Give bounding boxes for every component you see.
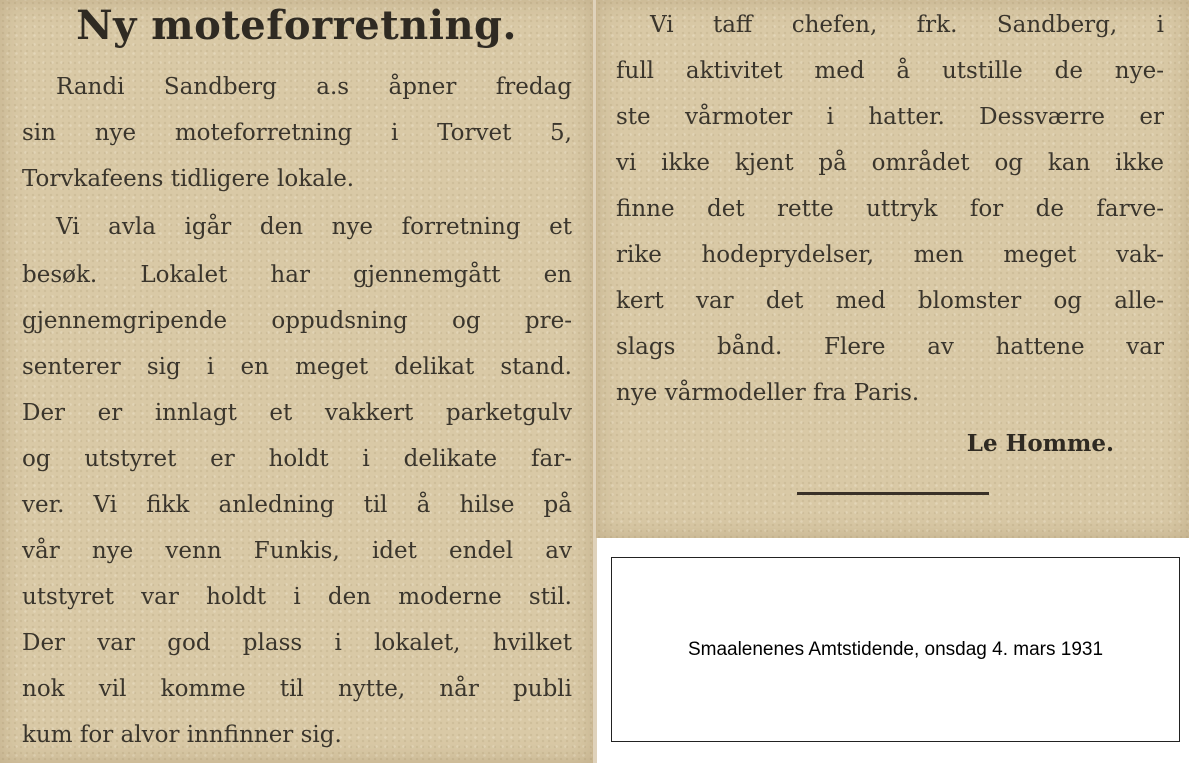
article-end-rule: [797, 492, 989, 495]
article-line: slags bånd. Flere av hattene var: [616, 334, 1164, 360]
article-line: gjennemgripende oppudsning og pre-: [22, 308, 572, 334]
article-line: finne det rette uttryk for de farve-: [616, 196, 1164, 222]
article-line: og utstyret er holdt i delikate far-: [22, 446, 572, 472]
article-line: full aktivitet med å utstille de nye-: [616, 58, 1164, 84]
column-gutter: [592, 0, 597, 763]
article-headline: Ny moteforretning.: [76, 2, 517, 49]
article-line: vår nye venn Funkis, idet endel av: [22, 538, 572, 564]
article-line: Der er innlagt et vakkert parketgulv: [22, 400, 572, 426]
article-line: nok vil komme til nytte, når publi: [22, 676, 572, 702]
article-line: vi ikke kjent på området og kan ikke: [616, 150, 1164, 176]
article-line: Randi Sandberg a.s åpner fredag: [56, 74, 572, 100]
article-line: Der var god plass i lokalet, hvilket: [22, 630, 572, 656]
article-line: rike hodeprydelser, men meget vak-: [616, 242, 1164, 268]
article-line: kum for alvor innfinner sig.: [22, 722, 342, 748]
article-line: ste vårmoter i hatter. Dessværre er: [616, 104, 1164, 130]
article-line: ver. Vi fikk anledning til å hilse på: [22, 492, 572, 518]
source-caption-box: [611, 557, 1180, 742]
article-line: senterer sig i en meget delikat stand.: [22, 354, 572, 380]
article-line: nye vårmodeller fra Paris.: [616, 380, 920, 406]
article-line: utstyret var holdt i den moderne stil.: [22, 584, 572, 610]
article-line: kert var det med blomster og alle-: [616, 288, 1164, 314]
article-line: besøk. Lokalet har gjennemgått en: [22, 262, 572, 288]
article-signature: Le Homme.: [966, 430, 1114, 457]
article-line: sin nye moteforretning i Torvet 5,: [22, 120, 572, 146]
article-line: Vi avla igår den nye forretning et: [56, 214, 572, 240]
article-line: Torvkafeens tidligere lokale.: [22, 166, 355, 192]
source-caption: Smaalenenes Amtstidende, onsdag 4. mars 1931: [687, 638, 1104, 660]
article-line: Vi taff chefen, frk. Sandberg, i: [650, 12, 1164, 38]
